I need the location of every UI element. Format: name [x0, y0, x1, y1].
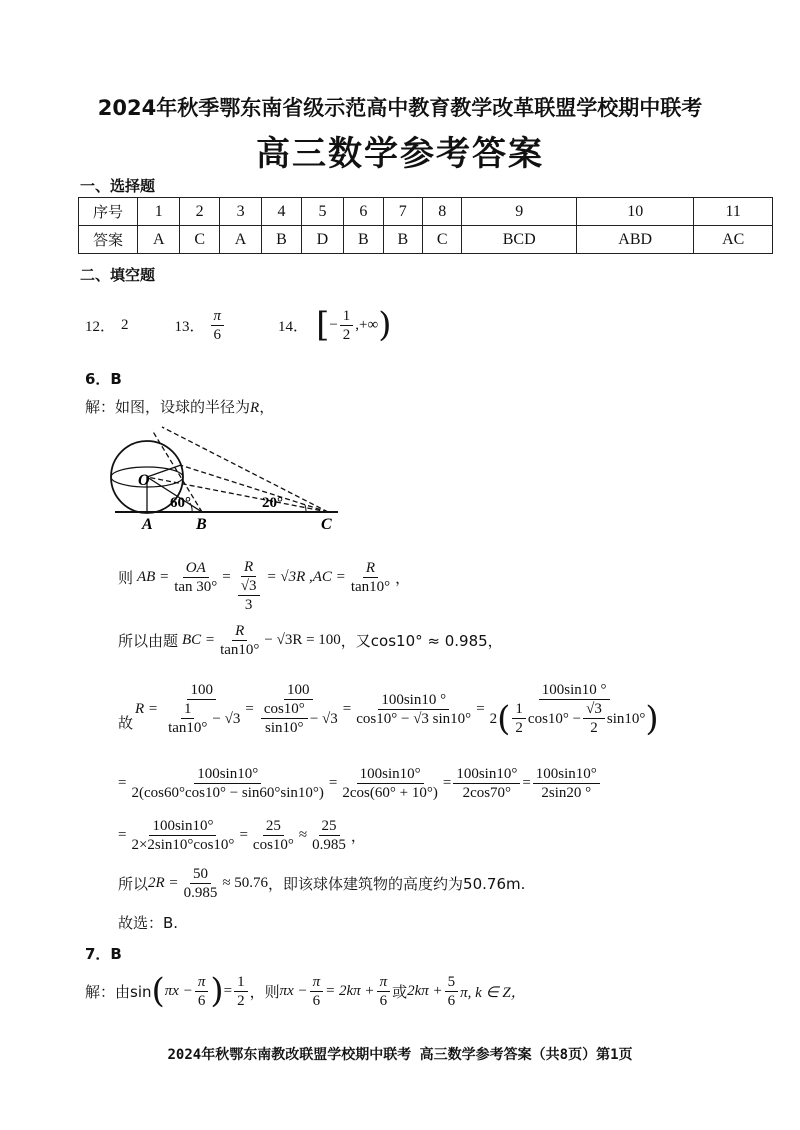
q14-number: 14． — [278, 318, 309, 335]
fraction — [181, 865, 221, 902]
text: ， — [350, 826, 366, 845]
q13-answer — [211, 307, 225, 344]
fraction — [353, 691, 474, 728]
math-text: − √3 — [309, 710, 338, 727]
math-text: πx − — [164, 982, 193, 999]
q12-number: 12． — [85, 318, 116, 335]
fraction-denominator: cos10° — [252, 836, 294, 853]
q6-intro-var: R — [250, 400, 260, 416]
fraction-numerator: 100sin10° — [194, 765, 261, 784]
math-text: 2 — [489, 710, 498, 727]
section-heading-fill: 二、填空题 — [80, 266, 156, 284]
fraction — [128, 817, 237, 854]
nested-fraction — [583, 700, 605, 737]
fraction-denominator: tan10° — [168, 720, 208, 736]
question-number: 6 — [344, 198, 383, 226]
fraction-numerator: R — [241, 558, 256, 577]
fraction-denominator — [160, 700, 243, 737]
q6-intro — [85, 396, 274, 417]
label-angle-20: 20° — [262, 495, 283, 511]
fraction — [250, 817, 297, 854]
text: ，则 — [249, 982, 280, 1001]
fraction-denominator: tan 30° — [174, 578, 218, 595]
math-text: − √3 — [212, 710, 241, 727]
q6-label: 6．B — [85, 370, 122, 388]
q14-fraction — [340, 307, 354, 344]
answer-cell: D — [301, 226, 343, 254]
fraction-numerator: 100 — [284, 681, 313, 700]
nested-fraction — [261, 700, 308, 737]
fraction-denominator: 2×2sin10°cos10° — [131, 836, 235, 853]
angle-arc-20 — [305, 505, 306, 512]
answer-cell: A — [219, 226, 261, 254]
text: 所以由题 — [118, 631, 179, 650]
question-number: 9 — [462, 198, 577, 226]
q14-minus: − — [329, 316, 338, 333]
text: 所以 — [118, 874, 149, 893]
math-text: cos10° − — [527, 710, 582, 727]
answer-table — [78, 197, 773, 254]
q6-line-2 — [118, 618, 503, 662]
fraction — [160, 681, 243, 737]
question-number: 1 — [138, 198, 180, 226]
answer-cell: A — [138, 226, 180, 254]
math-text: = √3R ,AC = — [266, 568, 346, 585]
fraction-numerator: 50 — [190, 865, 211, 884]
math-text: = — [223, 982, 233, 999]
answer-cell: B — [383, 226, 422, 254]
text: ，即该球体建筑物的高度约为50.76m. — [268, 874, 526, 893]
q6-line-4: = $\frac{100\sin 10^\circ}{2(\cos 60^\circ\cos 10^\circ - \sin 60^\circ\sin 10^\circ)}$ = $\frac{100\sin 10^\circ}{2\cos(60^\circ + 10^\circ)}$ = $\frac{100\sin 10^\circ}{2\cos 70^\circ}$ = $\frac{100\sin 10^\circ}{2\sin 20 ^\circ}$ — [118, 760, 602, 806]
fraction-denominator: 6 — [213, 326, 222, 343]
answer-cell: AC — [694, 226, 773, 254]
fraction — [377, 973, 391, 1010]
fraction-denominator: 6 — [447, 992, 456, 1009]
math-text: 2R = — [148, 874, 179, 891]
fraction — [487, 681, 662, 737]
fraction-denominator: 2 — [237, 992, 245, 1009]
fraction-numerator: cos10° — [261, 700, 308, 719]
nested-fraction — [238, 577, 260, 614]
q6-choice: 故选：B. — [118, 914, 179, 932]
text: 或 — [392, 982, 408, 1001]
fraction-denominator: 6 — [379, 992, 388, 1009]
fraction-numerator: 100sin10 ° — [539, 681, 610, 700]
question-number: 4 — [262, 198, 301, 226]
section-heading-choice: 一、选择题 — [80, 177, 156, 195]
fraction-numerator: √3 — [583, 700, 605, 719]
answer-cell: BCD — [462, 226, 577, 254]
math-text: 2kπ + — [407, 982, 443, 999]
fraction-numerator: 100sin10 ° — [378, 691, 449, 710]
fraction-denominator: 2cos70° — [462, 784, 512, 801]
fraction-numerator: R — [232, 622, 247, 641]
fraction-numerator: 1 — [340, 307, 354, 326]
fraction-denominator: cos10° − √3 sin10° — [356, 710, 472, 727]
question-number: 11 — [694, 198, 773, 226]
fraction-numerator: 5 — [445, 973, 459, 992]
answer-cell: C — [423, 226, 462, 254]
q7-label: 7．B — [85, 945, 122, 963]
fraction-numerator: OA — [183, 559, 209, 578]
fraction — [445, 973, 459, 1010]
fraction-denominator: 2 ( $\frac{1}{2}$ cos10° − $\frac{√3}{2}$ sin10° ) — [489, 698, 659, 739]
math-text: πx − — [279, 982, 308, 999]
fraction-numerator: 25 — [263, 817, 284, 836]
row-label-number: 序号 — [79, 198, 138, 226]
fill-answers — [85, 305, 391, 345]
fraction — [339, 765, 440, 802]
fraction-denominator: tan10° — [350, 578, 391, 595]
answer-cell: C — [180, 226, 219, 254]
math-text: R = — [135, 700, 159, 717]
text: 故 — [118, 713, 134, 732]
fraction — [348, 559, 393, 596]
label-c: C — [321, 516, 332, 533]
q6-intro-end: ， — [259, 398, 275, 416]
q12-answer: 2 — [121, 316, 129, 333]
question-number: 3 — [219, 198, 261, 226]
fraction-denominator: sin10° — [265, 720, 304, 736]
fraction-numerator: 100sin10° — [533, 765, 600, 784]
nested-fraction — [165, 700, 210, 737]
fraction-numerator: π — [195, 973, 209, 992]
fraction-numerator: π — [310, 973, 324, 992]
q14-tail: ,+∞ — [355, 316, 379, 333]
page-footer: 2024年秋鄂东南教改联盟学校期中联考 高三数学参考答案（共8页）第1页 — [167, 1047, 633, 1063]
fraction-numerator: 100sin10° — [149, 817, 216, 836]
fraction — [310, 973, 324, 1010]
fraction — [233, 558, 265, 614]
fraction-numerator: 100sin10° — [453, 765, 520, 784]
fraction — [128, 765, 326, 802]
math-text: − √3R = 100 — [264, 631, 341, 648]
math-text: ≈ 50.76 — [222, 874, 269, 891]
fraction-denominator: 2 — [590, 720, 598, 736]
fraction — [171, 559, 220, 596]
q14-right-paren: ) — [378, 305, 392, 345]
fraction-numerator: 25 — [319, 817, 340, 836]
fraction — [195, 973, 209, 1010]
fraction — [256, 681, 341, 737]
question-number: 8 — [423, 198, 462, 226]
fraction-numerator: π — [211, 307, 225, 326]
answer-table-number-row — [79, 198, 773, 226]
fraction — [453, 765, 520, 802]
math-text: = 2kπ + — [325, 982, 375, 999]
fraction-denominator: 2cos(60° + 10°) — [342, 784, 438, 801]
document-subtitle: 高三数学参考答案 — [256, 134, 544, 174]
q13-number: 13． — [174, 318, 205, 335]
fraction-numerator: 1 — [512, 700, 526, 719]
nested-fraction — [512, 700, 526, 737]
fraction-numerator: 100 — [187, 681, 216, 700]
text: ，又cos10° ≈ 0.985， — [340, 631, 503, 650]
fraction-denominator — [256, 700, 341, 737]
math-text: ≈ — [298, 826, 308, 843]
fraction — [234, 973, 248, 1010]
fraction-denominator: 2sin20 ° — [541, 784, 592, 801]
q7-line-1: 解：由sin ( πx − $\frac{\pi}{6}$ ) = $\frac{1}{2}$ ，则 πx − $\frac{\pi}{6}$ = 2kπ + $\frac{\pi}{6}$ 或 2kπ + $\frac{5}{6}$ π, k ∈ Z， — [85, 971, 526, 1011]
fraction-numerator: 100sin10° — [357, 765, 424, 784]
fraction — [533, 765, 600, 802]
q6-line-3: 故 R = 100 $\frac{1}{\tan 10^\circ}$ − √3 = 100 $\frac{\cos 10^\circ}{\sin 10^\circ}$ − √3 = $\frac{100\sin 10 ^\circ}{\cos 10^\circ - √3 \sin 10^\circ}$ = 100sin10 ° 2 ( $\frac{1}{2}$ cos10° − $\frac{√3}{2}$ sin10° ) — [118, 674, 664, 744]
question-number: 2 — [180, 198, 219, 226]
label-angle-60: 60° — [170, 495, 191, 511]
answer-cell: ABD — [576, 226, 693, 254]
fraction-denominator: tan10° — [220, 641, 260, 658]
fraction-numerator: 1 — [181, 700, 195, 719]
fraction-numerator: 1 — [234, 973, 248, 992]
fraction-denominator: 0.985 — [312, 836, 346, 853]
fraction — [217, 622, 262, 659]
math-text: AB = — [137, 568, 170, 585]
fraction — [309, 817, 349, 854]
math-text: sin10° — [606, 710, 646, 727]
math-text: π, k ∈ Z， — [460, 984, 526, 1001]
fraction-denominator: 3 — [244, 597, 253, 613]
q6-line-6 — [118, 862, 525, 904]
exam-title: 2024年秋季鄂东南省级示范高中教育教学改革联盟学校期中联考 — [97, 96, 703, 120]
text: 解：由sin — [85, 982, 152, 1001]
fraction-numerator: π — [377, 973, 391, 992]
question-number: 7 — [383, 198, 422, 226]
q14-left-bracket: [ — [316, 305, 330, 345]
math-text: BC = — [182, 631, 216, 648]
label-a: A — [142, 516, 153, 533]
label-o: O — [138, 472, 150, 489]
math-text: = — [222, 568, 231, 585]
fraction-numerator: √3 — [238, 577, 260, 596]
question-number: 5 — [301, 198, 343, 226]
fraction-numerator: R — [363, 559, 378, 578]
label-b: B — [196, 516, 207, 533]
text: ， — [395, 568, 411, 587]
sphere-figure — [110, 425, 350, 535]
fraction-denominator — [233, 577, 265, 614]
row-label-answer: 答案 — [79, 226, 138, 254]
fraction-denominator: 6 — [312, 992, 321, 1009]
answer-cell: B — [344, 226, 383, 254]
fraction-denominator: 2 — [515, 720, 523, 736]
text: 则 — [118, 568, 134, 587]
q6-line-1 — [118, 542, 410, 612]
fraction-denominator: 2(cos60°cos10° − sin60°sin10°) — [131, 784, 324, 801]
tangent-line-3 — [180, 465, 328, 512]
answer-cell: B — [262, 226, 301, 254]
fraction-denominator: 0.985 — [183, 884, 218, 901]
q6-line-5: = $\frac{100\sin 10^\circ}{2\times 2\sin 10^\circ\cos 10^\circ}$ = $\frac{25}{\cos 10^\circ}$ ≈ $\frac{25}{0.985}$ ， — [118, 817, 366, 853]
answer-table-answer-row — [79, 226, 773, 254]
question-number: 10 — [576, 198, 693, 226]
q6-intro-text: 解：如图，设球的半径为 — [85, 398, 251, 416]
fraction-denominator: 6 — [197, 992, 206, 1009]
fraction-denominator: 2 — [342, 326, 351, 343]
